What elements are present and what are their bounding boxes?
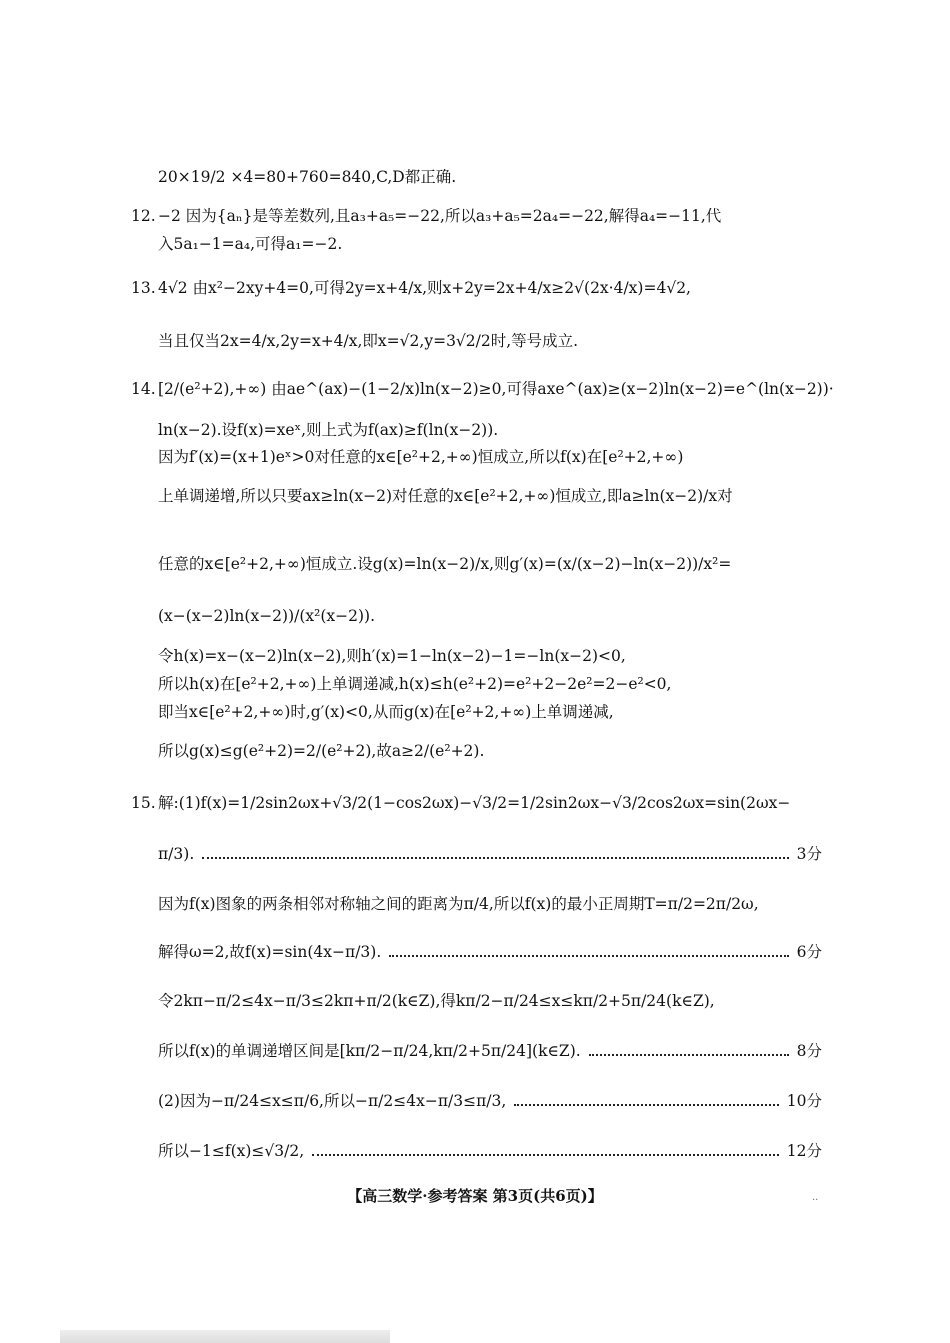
- dot-leader: [202, 843, 788, 859]
- score-points: 10分: [786, 1092, 822, 1110]
- text-line: [158, 740, 822, 762]
- text-line: [158, 645, 822, 667]
- question-number: 14.: [131, 380, 156, 398]
- line-text: (x−(x−2)ln(x−2))/(x²(x−2)).: [158, 607, 376, 625]
- line-text: 20×19/2 ×4=80+760=840,C,D都正确.: [158, 168, 457, 186]
- line-text: 所以f(x)的单调递增区间是[kπ/2−π/24,kπ/2+5π/24](k∈Z).: [158, 1042, 581, 1060]
- line-text: 因为f(x)图象的两条相邻对称轴之间的距离为π/4,所以f(x)的最小正周期T=π/2=2π/2ω,: [158, 895, 759, 913]
- score-points: 6分: [796, 943, 822, 961]
- line-text: ln(x−2).设f(x)=xeˣ,则上式为f(ax)≥f(ln(x−2)).: [158, 421, 499, 439]
- line-text: 上单调递增,所以只要ax≥ln(x−2)对任意的x∈[e²+2,+∞)恒成立,即a≥ln(x−2)/x对: [158, 487, 733, 505]
- scored-line: [158, 941, 822, 963]
- line-text: 令h(x)=x−(x−2)ln(x−2),则h′(x)=1−ln(x−2)−1=−ln(x−2)<0,: [158, 647, 626, 665]
- line-text: 解得ω=2,故f(x)=sin(4x−π/3).: [158, 943, 382, 961]
- dot-leader: [389, 941, 788, 957]
- corner-mark: ..: [812, 1192, 819, 1203]
- line-text: [2/(e²+2),+∞) 由ae^(ax)−(1−2/x)ln(x−2)≥0,可得axe^(ax)≥(x−2)ln(x−2)=e^(ln(x−2))·: [158, 380, 834, 398]
- line-text: 即当x∈[e²+2,+∞)时,g′(x)<0,从而g(x)在[e²+2,+∞)上单调递减,: [158, 703, 614, 721]
- text-line: [158, 419, 822, 441]
- text-line: [158, 446, 822, 468]
- text-line: [158, 330, 822, 352]
- line-text: 所以h(x)在[e²+2,+∞)上单调递减,h(x)≤h(e²+2)=e²+2−2e²=2−e²<0,: [158, 675, 672, 693]
- dot-leader: [312, 1140, 779, 1156]
- scan-edge: [60, 1330, 390, 1343]
- dot-leader: [589, 1040, 789, 1056]
- text-line: [131, 378, 834, 400]
- line-text: 4√2 由x²−2xy+4=0,可得2y=x+4/x,则x+2y=2x+4/x≥2√(2x·4/x)=4√2,: [158, 279, 691, 297]
- text-line: [158, 233, 822, 255]
- line-text: 解:(1)f(x)=1/2sin2ωx+√3/2(1−cos2ωx)−√3/2=1/2sin2ωx−√3/2cos2ωx=sin(2ωx−: [158, 794, 791, 812]
- scored-line: [158, 1090, 822, 1112]
- question-number: 15.: [131, 794, 156, 812]
- text-line: [131, 792, 822, 814]
- line-text: 令2kπ−π/2≤4x−π/3≤2kπ+π/2(k∈Z),得kπ/2−π/24≤x≤kπ/2+5π/24(k∈Z),: [158, 992, 715, 1010]
- scored-line: [158, 843, 822, 865]
- line-text: 所以g(x)≤g(e²+2)=2/(e²+2),故a≥2/(e²+2).: [158, 742, 485, 760]
- score-points: 8分: [796, 1042, 822, 1060]
- line-text: 因为f′(x)=(x+1)eˣ>0对任意的x∈[e²+2,+∞)恒成立,所以f(x)在[e²+2,+∞): [158, 448, 684, 466]
- line-text: π/3).: [158, 845, 195, 863]
- score-points: 12分: [786, 1142, 822, 1160]
- text-line: [158, 701, 822, 723]
- line-text: 当且仅当2x=4/x,2y=x+4/x,即x=√2,y=3√2/2时,等号成立.: [158, 332, 579, 350]
- page-footer: 【高三数学·参考答案 第3页(共6页)】: [347, 1187, 603, 1205]
- text-line: [158, 553, 822, 575]
- scored-line: [158, 1140, 822, 1162]
- line-text: (2)因为−π/24≤x≤π/6,所以−π/2≤4x−π/3≤π/3,: [158, 1092, 507, 1110]
- text-line: [131, 277, 822, 299]
- text-line: [158, 166, 822, 188]
- text-line: [131, 205, 822, 227]
- text-line: [158, 990, 822, 1012]
- question-number: 12.: [131, 207, 156, 225]
- question-number: 13.: [131, 279, 156, 297]
- line-text: −2 因为{aₙ}是等差数列,且a₃+a₅=−22,所以a₃+a₅=2a₄=−22,解得a₄=−11,代: [158, 207, 722, 225]
- text-line: [158, 605, 822, 627]
- text-line: [158, 485, 822, 507]
- line-text: 任意的x∈[e²+2,+∞)恒成立.设g(x)=ln(x−2)/x,则g′(x)=(x/(x−2)−ln(x−2))/x²=: [158, 555, 732, 573]
- scored-line: [158, 1040, 822, 1062]
- text-line: [158, 893, 822, 915]
- score-points: 3分: [796, 845, 822, 863]
- dot-leader: [514, 1090, 778, 1106]
- line-text: 所以−1≤f(x)≤√3/2,: [158, 1142, 305, 1160]
- text-line: [158, 673, 822, 695]
- line-text: 入5a₁−1=a₄,可得a₁=−2.: [158, 235, 343, 253]
